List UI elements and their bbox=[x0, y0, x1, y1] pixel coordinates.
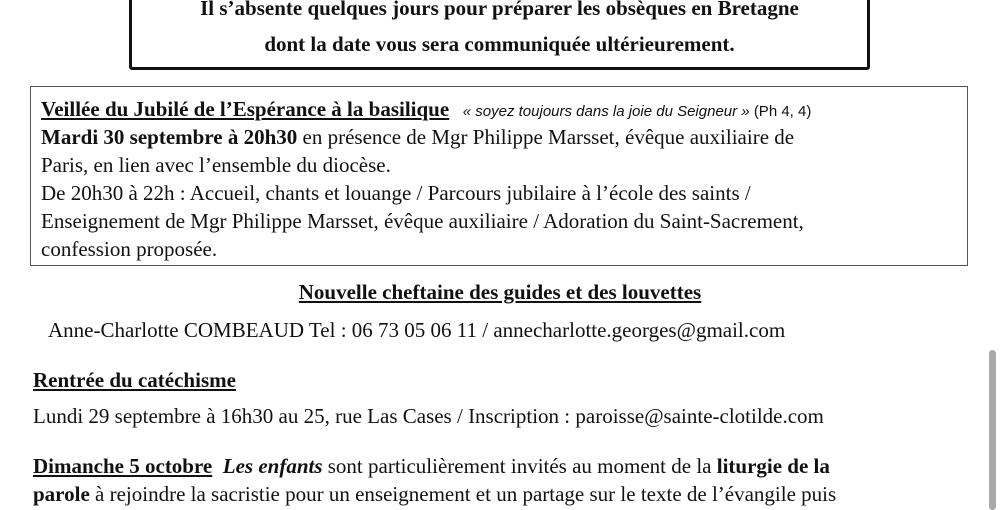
cheftaine-heading: Nouvelle cheftaine des guides et des louvettes bbox=[298, 280, 702, 304]
veillee-line-6: confession proposée. bbox=[41, 237, 218, 261]
veillee-line-5: Enseignement de Mgr Philippe Marsset, évêque auxiliaire / Adoration du Saint-Sacrement, bbox=[41, 209, 804, 233]
veillee-line-4: De 20h30 à 22h : Accueil, chants et louange / Parcours jubilaire à l’école des saints / bbox=[41, 181, 751, 205]
dimanche-liturgie: liturgie de la bbox=[716, 454, 830, 478]
veillee-box bbox=[30, 86, 968, 266]
notice-line-2: dont la date vous sera communiquée ultérieurement. bbox=[264, 32, 735, 56]
vertical-scrollbar[interactable] bbox=[989, 350, 996, 510]
dimanche-line-1: Dimanche 5 octobre Les enfants sont particulièrement invités au moment de la liturgie de la bbox=[33, 454, 830, 478]
notice-line-1: Il s’absente quelques jours pour préparer les obsèques en Bretagne bbox=[200, 0, 799, 20]
veillee-title-line bbox=[41, 95, 811, 126]
veillee-title: Veillée du Jubilé de l’Espérance à la basilique bbox=[41, 97, 450, 121]
veillee-date-line: Mardi 30 septembre à 20h30 en présence de Mgr Philippe Marsset, évêque auxiliaire de bbox=[41, 125, 795, 149]
dimanche-enfants: Les enfants bbox=[222, 454, 323, 478]
catechisme-details: Lundi 29 septembre à 16h30 au 25, rue Las Cases / Inscription : paroisse@sainte-clotilde.com bbox=[33, 404, 824, 428]
dimanche-date: Dimanche 5 octobre bbox=[33, 454, 213, 478]
veillee-line-3: Paris, en lien avec l’ensemble du diocèse. bbox=[41, 153, 391, 177]
notice-box bbox=[129, 0, 870, 70]
catechisme-heading: Rentrée du catéchisme bbox=[33, 368, 236, 392]
veillee-date: Mardi 30 septembre à 20h30 bbox=[41, 125, 298, 149]
veillee-quote: « soyez toujours dans la joie du Seigneur » (Ph 4, 4) bbox=[462, 103, 812, 120]
dimanche-line-2: parole à rejoindre la sacristie pour un enseignement et un partage sur le texte de l’évangile puis bbox=[33, 482, 837, 506]
cheftaine-contact: Anne-Charlotte COMBEAUD Tel : 06 73 05 06 11 / annecharlotte.georges@gmail.com bbox=[48, 318, 786, 342]
dimanche-parole: parole bbox=[33, 482, 90, 506]
